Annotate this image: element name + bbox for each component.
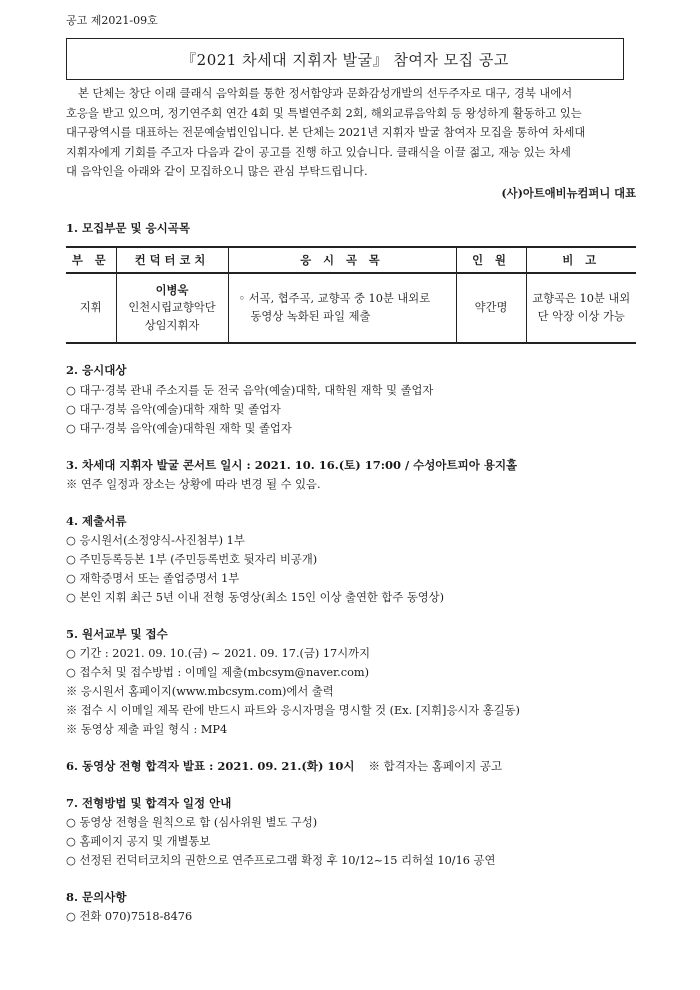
list-item: ○ 대구·경북 관내 주소지를 둔 전국 음악(예술)대학, 대학원 재학 및 졸업자 — [66, 384, 434, 397]
header-note: 비 고 — [526, 247, 636, 273]
table-row — [66, 273, 636, 343]
list-item: ○ 응시원서(소정양식-사진첨부) 1부 — [66, 534, 245, 547]
list-item: ※ 연주 일정과 장소는 상황에 따라 변경 될 수 있음. — [66, 478, 321, 491]
intro-line: 본 단체는 창단 이래 클래식 음악회를 통한 정서함양과 문화감성개발의 선두주자로 대구, 경북 내에서 — [78, 87, 573, 100]
intro-paragraph — [66, 84, 636, 204]
header-category: 부 문 — [66, 247, 116, 273]
section-heading: 4. 제출서류 — [66, 514, 127, 528]
note-line: 교향곡은 10분 내외 — [532, 292, 631, 305]
note-line: 단 악장 이상 가능 — [537, 310, 625, 323]
section-heading: 2. 응시대상 — [66, 363, 127, 377]
list-item: ○ 주민등록등본 1부 (주민등록번호 뒷자리 비공개) — [66, 553, 318, 566]
section-heading: 3. 차세대 지휘자 발굴 콘서트 일시 : 2021. 10. 16.(토) 17:00 / 수성아트피아 용지홀 — [66, 458, 518, 472]
list-item: ○ 본인 지휘 최근 5년 이내 전형 동영상(최소 15인 이상 출연한 합주 동영상) — [66, 591, 444, 604]
announcement-date: 6. 동영상 전형 합격자 발표 : 2021. 09. 21.(화) 10시 — [66, 759, 355, 773]
coach-name: 이병욱 — [155, 283, 189, 297]
list-item: ○ 대구·경북 음악(예술)대학원 재학 및 졸업자 — [66, 422, 292, 435]
table-header-row — [66, 247, 636, 273]
cell-count: 약간명 — [456, 273, 526, 343]
document-title: 『2021 차세대 지휘자 발굴』 참여자 모집 공고 — [66, 38, 624, 80]
header-count: 인 원 — [456, 247, 526, 273]
contact-phone: ○ 전화 070)7518-8476 — [66, 910, 193, 923]
section-heading: 7. 전형방법 및 합격자 일정 안내 — [66, 796, 232, 810]
list-item: ○ 대구·경북 음악(예술)대학 재학 및 졸업자 — [66, 403, 281, 416]
section-heading: 8. 문의사항 — [66, 890, 127, 904]
announcement-note: ※ 합격자는 홈페이지 공고 — [368, 759, 503, 773]
coach-position: 상임지휘자 — [144, 319, 200, 332]
header-songs: 응 시 곡 목 — [228, 247, 456, 273]
cell-category: 지휘 — [79, 301, 102, 314]
coach-affiliation: 인천시립교향악단 — [128, 301, 216, 314]
intro-line: 대 음악인을 아래와 같이 모집하오니 많은 관심 부탁드립니다. — [66, 165, 368, 179]
list-item: ○ 선정된 컨덕터코치의 권한으로 연주프로그램 확정 후 10/12~15 리허설 10/16 공연 — [66, 854, 496, 867]
list-item: ○ 접수처 및 접수방법 : 이메일 제출(mbcsym@naver.com) — [66, 666, 370, 679]
list-item: ※ 응시원서 홈페이지(www.mbcsym.com)에서 출력 — [66, 685, 334, 698]
notice-number: 공고 제2021-09호 — [66, 14, 158, 27]
header-coach: 컨덕터코치 — [116, 247, 228, 273]
list-item: ○ 홈페이지 공지 및 개별통보 — [66, 835, 211, 848]
section-heading: 5. 원서교부 및 접수 — [66, 627, 168, 641]
list-item: ○ 동영상 전형을 원칙으로 함 (심사위원 별도 구성) — [66, 816, 318, 829]
section-heading: 1. 모집부문 및 응시곡목 — [66, 221, 190, 235]
list-item: ※ 동영상 제출 파일 형식 : MP4 — [66, 723, 228, 736]
songs-line: 동영상 녹화된 파일 제출 — [250, 310, 371, 323]
list-item: ○ 기간 : 2021. 09. 10.(금) ~ 2021. 09. 17.(금) 17시까지 — [66, 647, 370, 660]
intro-line: 대구광역시를 대표하는 전문예술법인입니다. 본 단체는 2021년 지휘자 발굴 참여자 모집을 통하여 차세대 — [66, 126, 586, 140]
recruitment-table — [66, 246, 636, 344]
cell-coach — [116, 273, 228, 343]
section-heading — [66, 758, 502, 774]
organization-signature: (사)아트애비뉴컴퍼니 대표 — [501, 185, 636, 200]
cell-note — [526, 273, 636, 343]
songs-line: ◦ 서곡, 협주곡, 교향곡 중 10분 내외로 — [238, 292, 431, 305]
intro-line: 호응을 받고 있으며, 정기연주회 연간 4회 및 특별연주회 2회, 해외교류음악회 등 왕성하게 활동하고 있는 — [66, 106, 582, 120]
list-item: ○ 재학증명서 또는 졸업증명서 1부 — [66, 572, 240, 585]
intro-line: 지휘자에게 기회를 주고자 다음과 같이 공고를 진행 하고 있습니다. 클래식을 이끌 젊고, 재능 있는 차세 — [66, 145, 571, 159]
list-item: ※ 접수 시 이메일 제목 란에 반드시 파트와 응시자명을 명시할 것 (Ex. [지휘]응시자 홍길동) — [66, 704, 520, 717]
cell-songs — [228, 273, 456, 343]
